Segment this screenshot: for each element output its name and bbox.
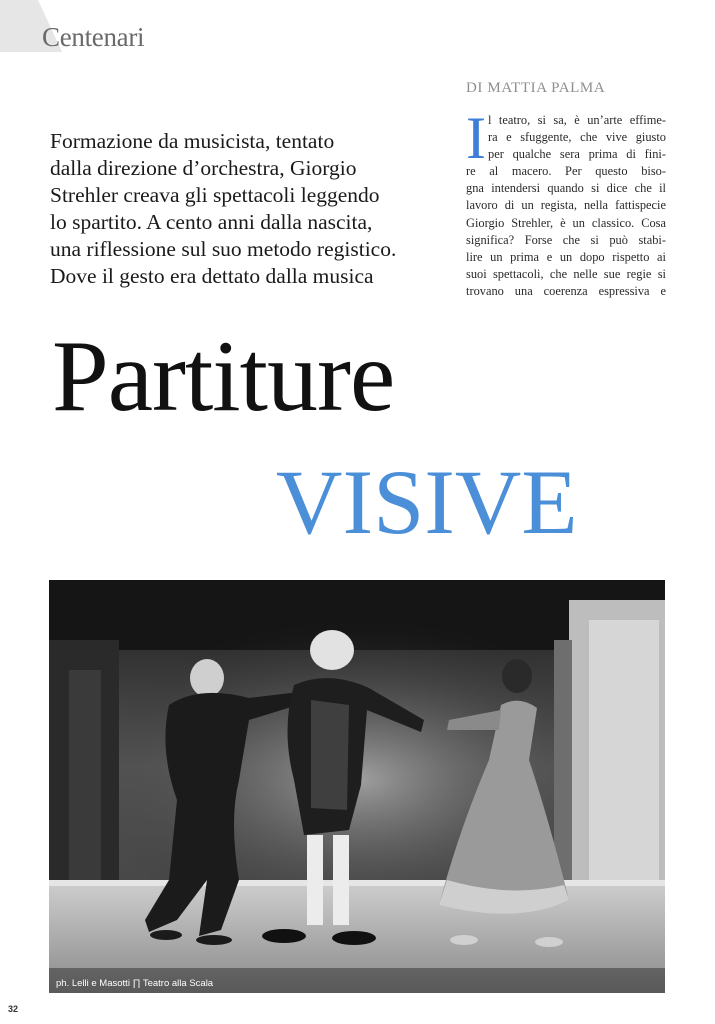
article-body [466, 105, 666, 300]
standfirst [50, 128, 402, 290]
photo-credit: ph. Lelli e Masotti ∏ Teatro alla Scala [56, 978, 214, 989]
body-line: lavoro di un regista, nella fattispecie [466, 198, 666, 213]
body-line: suoi spettacoli, che nelle sue regie si [466, 266, 666, 281]
drop-cap: I [466, 105, 486, 171]
body-line: ra e sfuggente, che vive giusto [488, 130, 666, 145]
standfirst-line: una riflessione sul suo metodo registico. [50, 237, 397, 261]
body-line: re al macero. Per questo biso- [466, 164, 666, 179]
byline: DI MATTIA PALMA [466, 80, 606, 96]
title-line-2: VISIVE [276, 451, 578, 553]
standfirst-line: Strehler creava gli spettacoli leggendo [50, 183, 380, 207]
body-line: Giorgio Strehler, è un classico. Cosa [466, 215, 666, 230]
standfirst-line: Formazione da musicista, tentato [50, 129, 335, 153]
body-line: gna intendersi quando si dice che il [466, 181, 666, 196]
page-number: 32 [8, 1004, 19, 1014]
stage-photo-illustration [49, 580, 665, 993]
body-line: lire un prima e un dopo rispetto ai [466, 249, 666, 264]
body-line: l teatro, si sa, è un’arte effime- [488, 113, 666, 127]
standfirst-line: lo spartito. A cento anni dalla nascita, [50, 210, 373, 234]
stage-photo [49, 580, 665, 993]
body-line: significa? Forse che si può stabi- [466, 232, 666, 247]
body-line: per qualche sera prima di fini- [488, 147, 666, 162]
standfirst-line: Dove il gesto era dettato dalla musica [50, 264, 374, 288]
title-line-1: Partiture [52, 320, 395, 433]
section-label: Centenari [42, 22, 145, 52]
body-line: trovano una coerenza espressiva e [466, 283, 666, 298]
standfirst-line: dalla direzione d’orchestra, Giorgio [50, 156, 357, 180]
